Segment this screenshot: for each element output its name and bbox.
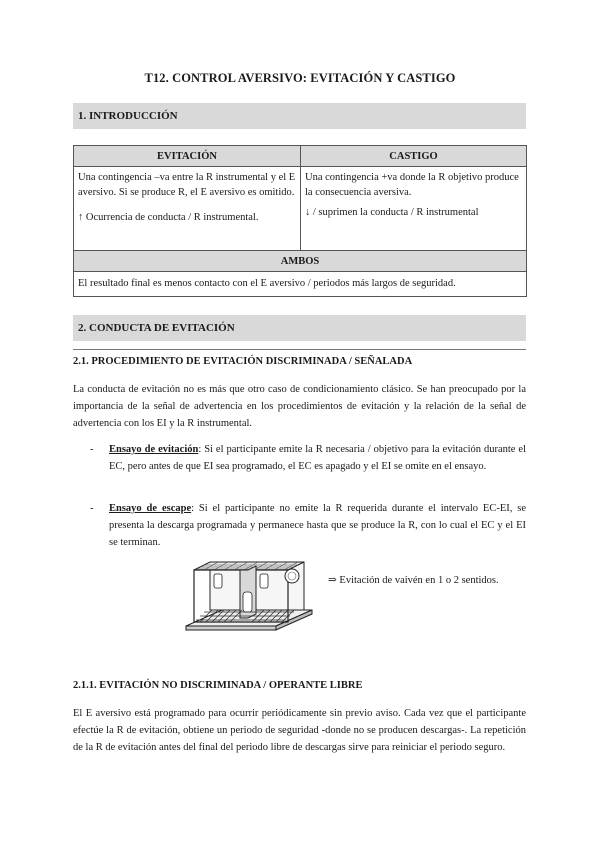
castigo-definition: Una contingencia +va donde la R objetivo produce la consecuencia aversiva. <box>305 172 519 198</box>
table-cell-evitacion <box>74 167 301 251</box>
bullet-text: : Si el participante emite la R necesaria / objetivo para la evitación durante el EC, pero antes de que EI sea programado, el EC es apagado y el EI se omite en el ensayo. <box>109 444 526 472</box>
bullet-term: Ensayo de evitación <box>109 444 199 455</box>
evitacion-definition: Una contingencia –va entre la R instrumental y el E aversivo. Si se produce R, el E aversivo es omitido. <box>78 172 296 198</box>
figure-caption: ⇒ Evitación de vaivén en 1 o 2 sentidos. <box>328 575 499 586</box>
table-header-evitacion: EVITACIÓN <box>74 146 301 167</box>
figure-door <box>243 592 252 612</box>
document-title: T12. CONTROL AVERSIVO: EVITACIÓN Y CASTIGO <box>144 71 456 85</box>
divider <box>73 349 526 350</box>
table-cell-castigo <box>301 167 527 251</box>
paragraph-evitacion-no-discriminada: El E aversivo está programado para ocurrir periódicamente sin previo aviso. Cada vez que el participante efectúe la R de evitación, obtiene un periodo de seguridad -donde no se producen descargas-. La repetición de la R de evitación antes del final del periodo libre de descargas sirve para reiniciar el periodo seguro. <box>73 708 526 753</box>
bullet-dash: - <box>90 444 94 455</box>
subheading-evitacion-no-discriminada: 2.1.1. EVITACIÓN NO DISCRIMINADA / OPERANTE LIBRE <box>73 680 363 691</box>
ambos-text: El resultado final es menos contacto con el E aversivo / periodos más largos de seguridad. <box>74 272 527 297</box>
figure-speaker <box>285 569 299 583</box>
table-header-castigo: CASTIGO <box>301 146 527 167</box>
section-heading-introduccion: 1. INTRODUCCIÓN <box>73 103 526 129</box>
shuttle-box-figure <box>180 554 320 644</box>
table-header-ambos: AMBOS <box>74 251 527 272</box>
section-heading-conducta-evitacion: 2. CONDUCTA DE EVITACIÓN <box>73 315 526 341</box>
figure-light-left <box>214 574 222 588</box>
paragraph-evitacion-discriminada: La conducta de evitación no es más que otro caso de condicionamiento clásico. Se han preocupado por la importancia de la señal de advertencia en los procedimientos de evitación y la relación de la señal de advertencia con los EI y la R instrumental. <box>73 384 526 429</box>
bullet-text: : Si el participante no emite la R requerida durante el intervalo EC-EI, se presenta la descarga programada y permanece hasta que se produce la R, con lo cual el EC y el EI se terminan. <box>109 503 526 548</box>
subheading-evitacion-discriminada: 2.1. PROCEDIMIENTO DE EVITACIÓN DISCRIMINADA / SEÑALADA <box>73 356 413 367</box>
bullet-term: Ensayo de escape <box>109 503 192 514</box>
evitacion-effect: ↑ Ocurrencia de conducta / R instrumental. <box>78 212 259 223</box>
bullet-dash: - <box>90 503 94 514</box>
figure-light-right <box>260 574 268 588</box>
comparison-table <box>73 145 527 297</box>
castigo-effect: ↓ / suprimen la conducta / R instrumental <box>305 207 479 218</box>
figure-base-front <box>186 626 276 630</box>
